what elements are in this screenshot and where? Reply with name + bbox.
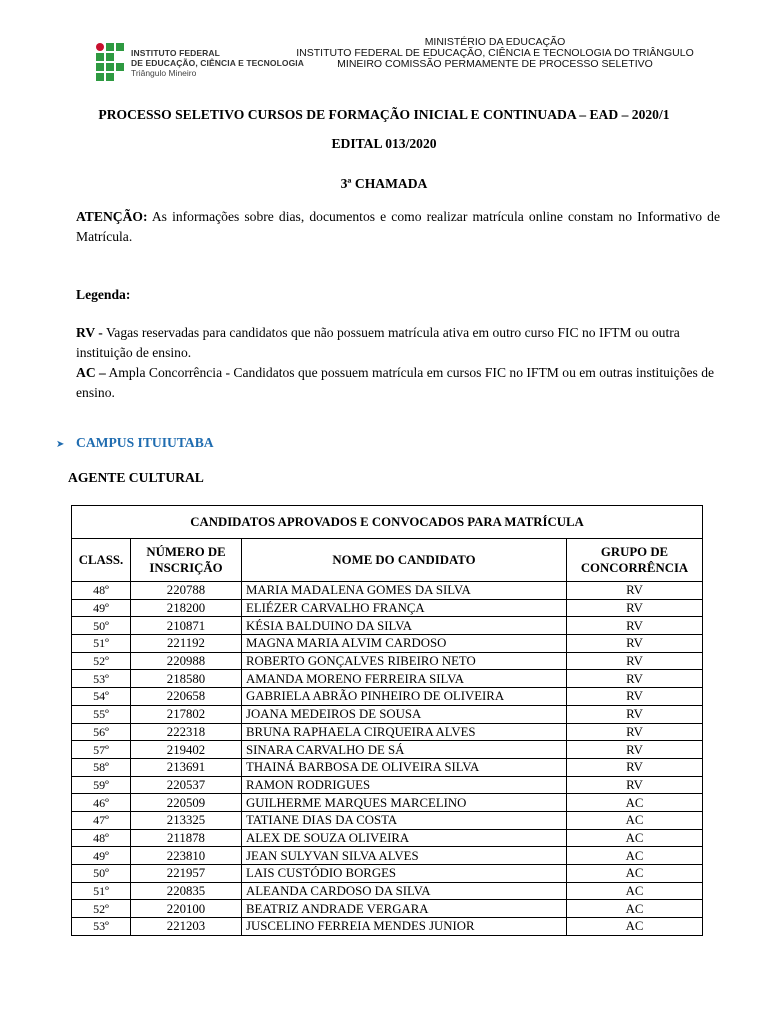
row-grupo: RV — [567, 741, 703, 759]
row-class: 59º — [72, 776, 131, 794]
table-row — [72, 918, 703, 936]
row-class: 53º — [72, 918, 131, 936]
campus-heading — [56, 435, 214, 451]
row-class: 48º — [72, 829, 131, 847]
row-grupo: RV — [567, 688, 703, 706]
row-nome: GABRIELA ABRÃO PINHEIRO DE OLIVEIRA — [242, 688, 567, 706]
column-header-inscricao: NÚMERO DE INSCRIÇÃO — [131, 539, 242, 582]
row-nome: ALEX DE SOUZA OLIVEIRA — [242, 829, 567, 847]
row-nome: GUILHERME MARQUES MARCELINO — [242, 794, 567, 812]
table-row — [72, 617, 703, 635]
attention-text: As informações sobre dias, documentos e como realizar matrícula online constam no Informativo de Matrícula. — [76, 209, 720, 244]
row-class: 49º — [72, 847, 131, 865]
row-grupo: RV — [567, 635, 703, 653]
attention-paragraph — [76, 207, 720, 247]
row-inscricao: 223810 — [131, 847, 242, 865]
rv-text: Vagas reservadas para candidatos que não possuem matrícula ativa em outro curso FIC no IFTM ou outra instituição de ensino. — [76, 325, 680, 360]
table-row — [72, 599, 703, 617]
row-inscricao: 220100 — [131, 900, 242, 918]
row-nome: LAIS CUSTÓDIO BORGES — [242, 865, 567, 883]
row-grupo: AC — [567, 900, 703, 918]
column-header-grupo: GRUPO DE CONCORRÊNCIA — [567, 539, 703, 582]
ac-text: Ampla Concorrência - Candidatos que possuem matrícula em cursos FIC no IFTM ou em outras instituições de ensino. — [76, 365, 715, 400]
attention-label: ATENÇÃO: — [76, 209, 148, 224]
logo-line-3: Triângulo Mineiro — [131, 68, 197, 78]
table-row — [72, 811, 703, 829]
chamada-label: 3ª CHAMADA — [340, 176, 428, 191]
legend-heading: Legenda: — [76, 287, 131, 302]
row-inscricao: 221203 — [131, 918, 242, 936]
row-inscricao: 217802 — [131, 705, 242, 723]
row-nome: AMANDA MORENO FERREIRA SILVA — [242, 670, 567, 688]
row-nome: KÉSIA BALDUINO DA SILVA — [242, 617, 567, 635]
row-class: 50º — [72, 617, 131, 635]
document-title: PROCESSO SELETIVO CURSOS DE FORMAÇÃO INICIAL E CONTINUADA – EAD – 2020/1 — [98, 107, 670, 122]
chevron-right-icon: ➤ — [56, 439, 65, 450]
row-grupo: RV — [567, 758, 703, 776]
row-inscricao: 218580 — [131, 670, 242, 688]
table-row — [72, 794, 703, 812]
course-heading: AGENTE CULTURAL — [68, 470, 204, 485]
candidates-table — [71, 505, 703, 936]
row-class: 50º — [72, 865, 131, 883]
row-grupo: AC — [567, 918, 703, 936]
row-grupo: RV — [567, 723, 703, 741]
row-inscricao: 211878 — [131, 829, 242, 847]
row-inscricao: 220788 — [131, 582, 242, 600]
table-row — [72, 847, 703, 865]
row-grupo: RV — [567, 705, 703, 723]
row-class: 52º — [72, 900, 131, 918]
logo-line-1: INSTITUTO FEDERAL — [131, 48, 220, 58]
table-row — [72, 635, 703, 653]
row-nome: RAMON RODRIGUES — [242, 776, 567, 794]
row-grupo: RV — [567, 582, 703, 600]
row-inscricao: 220537 — [131, 776, 242, 794]
row-nome: BRUNA RAPHAELA CIRQUEIRA ALVES — [242, 723, 567, 741]
campus-name: CAMPUS ITUIUTABA — [76, 435, 214, 450]
row-grupo: AC — [567, 882, 703, 900]
row-inscricao: 221957 — [131, 865, 242, 883]
ministry-header — [290, 37, 700, 70]
row-grupo: RV — [567, 599, 703, 617]
row-nome: ROBERTO GONÇALVES RIBEIRO NETO — [242, 652, 567, 670]
table-row — [72, 670, 703, 688]
table-row — [72, 705, 703, 723]
row-class: 52º — [72, 652, 131, 670]
table-row — [72, 758, 703, 776]
table-row — [72, 900, 703, 918]
row-inscricao: 213325 — [131, 811, 242, 829]
row-class: 53º — [72, 670, 131, 688]
legend-rv — [76, 323, 720, 363]
legend-ac — [76, 363, 720, 403]
ministry-line-3: MINEIRO COMISSÃO PERMAMENTE DE PROCESSO SELETIVO — [337, 58, 653, 70]
row-class: 58º — [72, 758, 131, 776]
row-nome: JOANA MEDEIROS DE SOUSA — [242, 705, 567, 723]
row-class: 54º — [72, 688, 131, 706]
logo-line-2: DE EDUCAÇÃO, CIÊNCIA E TECNOLOGIA — [131, 58, 304, 68]
iftm-logo — [96, 43, 304, 83]
row-nome: MARIA MADALENA GOMES DA SILVA — [242, 582, 567, 600]
row-nome: ALEANDA CARDOSO DA SILVA — [242, 882, 567, 900]
rv-label: RV - — [76, 325, 103, 340]
row-grupo: RV — [567, 617, 703, 635]
row-nome: TATIANE DIAS DA COSTA — [242, 811, 567, 829]
row-inscricao: 219402 — [131, 741, 242, 759]
row-nome: JUSCELINO FERREIA MENDES JUNIOR — [242, 918, 567, 936]
edital-number: EDITAL 013/2020 — [331, 136, 437, 151]
row-class: 56º — [72, 723, 131, 741]
table-row — [72, 741, 703, 759]
row-grupo: RV — [567, 670, 703, 688]
row-inscricao: 220509 — [131, 794, 242, 812]
row-nome: MAGNA MARIA ALVIM CARDOSO — [242, 635, 567, 653]
table-row — [72, 652, 703, 670]
row-nome: THAINÁ BARBOSA DE OLIVEIRA SILVA — [242, 758, 567, 776]
table-row — [72, 865, 703, 883]
row-inscricao: 213691 — [131, 758, 242, 776]
table-row — [72, 882, 703, 900]
table-row — [72, 829, 703, 847]
row-grupo: RV — [567, 776, 703, 794]
row-inscricao: 222318 — [131, 723, 242, 741]
row-class: 46º — [72, 794, 131, 812]
row-inscricao: 220835 — [131, 882, 242, 900]
row-class: 51º — [72, 635, 131, 653]
column-header-nome: NOME DO CANDIDATO — [242, 539, 567, 582]
ministry-line-2: INSTITUTO FEDERAL DE EDUCAÇÃO, CIÊNCIA E TECNOLOGIA DO TRIÂNGULO — [296, 47, 694, 59]
row-inscricao: 210871 — [131, 617, 242, 635]
row-class: 55º — [72, 705, 131, 723]
ac-label: AC – — [76, 365, 106, 380]
row-grupo: RV — [567, 652, 703, 670]
ministry-line-1: MINISTÉRIO DA EDUCAÇÃO — [424, 36, 566, 48]
row-class: 51º — [72, 882, 131, 900]
table-row — [72, 688, 703, 706]
row-nome: ELIÉZER CARVALHO FRANÇA — [242, 599, 567, 617]
row-inscricao: 220658 — [131, 688, 242, 706]
row-nome: JEAN SULYVAN SILVA ALVES — [242, 847, 567, 865]
row-class: 49º — [72, 599, 131, 617]
row-inscricao: 221192 — [131, 635, 242, 653]
table-row — [72, 582, 703, 600]
row-nome: SINARA CARVALHO DE SÁ — [242, 741, 567, 759]
table-row — [72, 776, 703, 794]
row-grupo: AC — [567, 811, 703, 829]
column-header-class: CLASS. — [72, 539, 131, 582]
row-grupo: AC — [567, 865, 703, 883]
row-class: 57º — [72, 741, 131, 759]
row-class: 48º — [72, 582, 131, 600]
logo-mark-icon — [96, 43, 126, 81]
row-grupo: AC — [567, 794, 703, 812]
table-row — [72, 723, 703, 741]
table-caption: CANDIDATOS APROVADOS E CONVOCADOS PARA MATRÍCULA — [72, 506, 703, 539]
row-class: 47º — [72, 811, 131, 829]
row-inscricao: 220988 — [131, 652, 242, 670]
row-grupo: AC — [567, 847, 703, 865]
row-grupo: AC — [567, 829, 703, 847]
row-nome: BEATRIZ ANDRADE VERGARA — [242, 900, 567, 918]
row-inscricao: 218200 — [131, 599, 242, 617]
